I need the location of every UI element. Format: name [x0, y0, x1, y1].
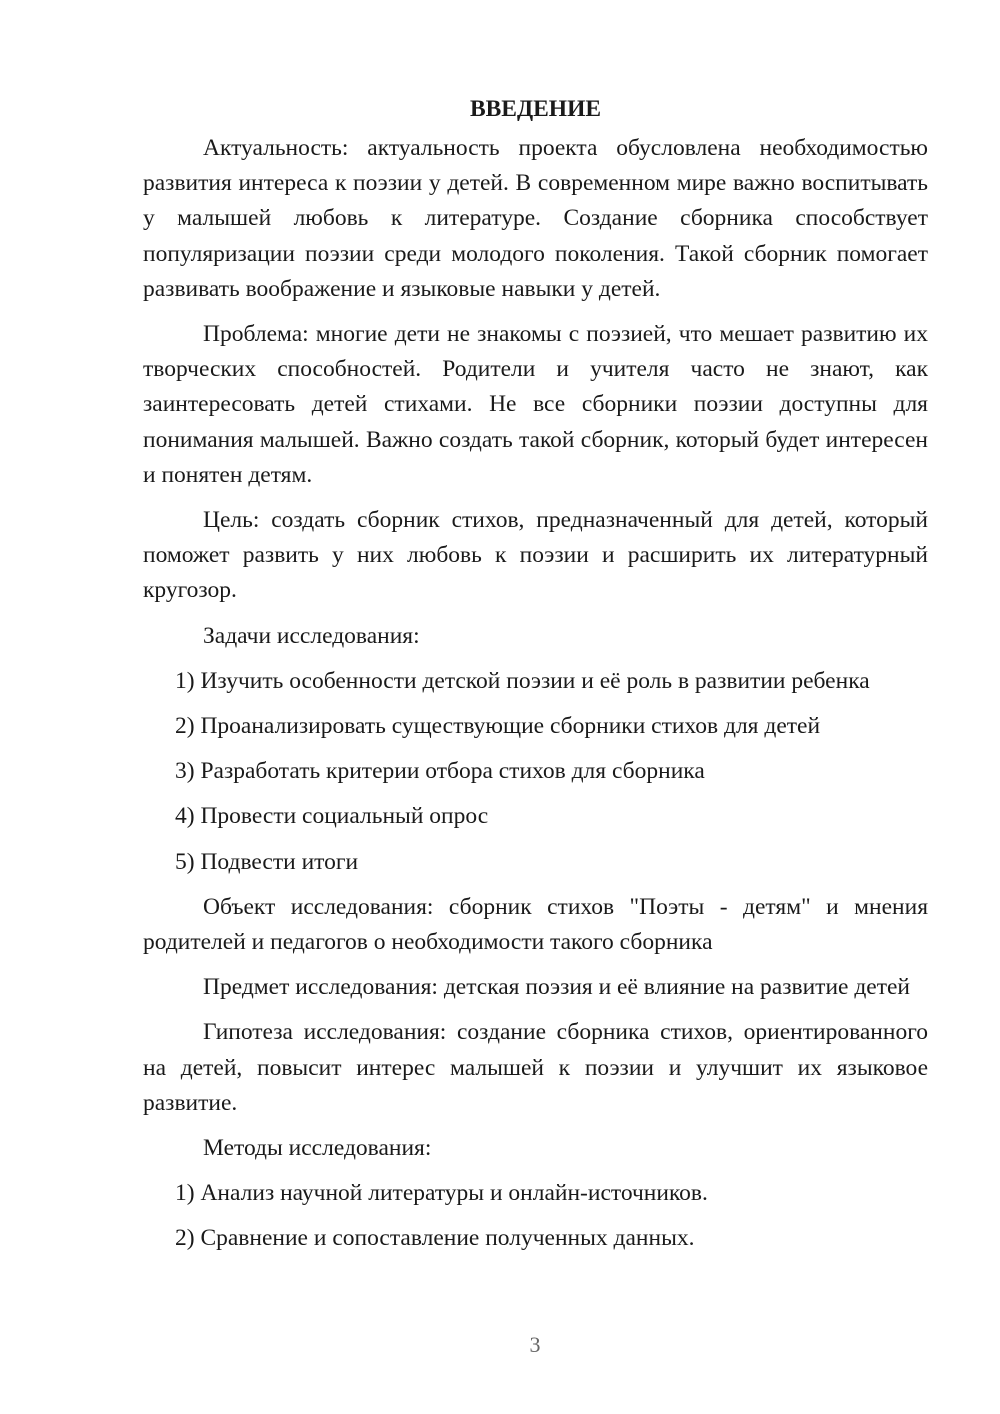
- goal-paragraph: Цель: создать сборник стихов, предназначенный для детей, который поможет развить у них любовь к поэзии и расширить их литературный кругозор.: [143, 507, 928, 604]
- methods-list: [143, 1176, 928, 1256]
- hypothesis-paragraph: Гипотеза исследования: создание сборника стихов, ориентированного на детей, повысит интерес малышей к поэзии и улучшит их языковое развитие.: [143, 1019, 928, 1116]
- subject-paragraph: Предмет исследования: детская поэзия и её влияние на развитие детей: [203, 974, 910, 1001]
- list-item: 2) Сравнение и сопоставление полученных данных.: [175, 1225, 695, 1252]
- list-item: 1) Изучить особенности детской поэзии и её роль в развитии ребенка: [175, 667, 870, 694]
- tasks-heading: Задачи исследования:: [203, 622, 420, 649]
- list-item: 4) Провести социальный опрос: [175, 803, 489, 830]
- relevance-paragraph: Актуальность: актуальность проекта обусловлена необходимостью развития интереса к поэзии у детей. В современном мире важно воспитывать у малышей любовь к литературе. Создание сборника способствует популяризации поэзии среди молодого поколения. Такой сборник помогает развивать воображение и языковые навыки у детей.: [143, 135, 928, 302]
- page-title: ВВЕДЕНИЕ: [469, 96, 602, 122]
- methods-heading: Методы исследования:: [203, 1135, 432, 1162]
- list-item: 3) Разработать критерии отбора стихов для сборника: [175, 758, 705, 785]
- page-number: 3: [529, 1332, 541, 1357]
- list-item: 5) Подвести итоги: [175, 848, 359, 875]
- object-paragraph: Объект исследования: сборник стихов "Поэты - детям" и мнения родителей и педагогов о необходимости такого сборника: [143, 893, 928, 956]
- list-item: 2) Проанализировать существующие сборники стихов для детей: [175, 713, 821, 740]
- problem-paragraph: Проблема: многие дети не знакомы с поэзией, что мешает развитию их творческих способностей. Родители и учителя часто не знают, как заинтересовать детей стихами. Не все сборники поэзии доступны для понимания малышей. Важно создать такой сборник, который будет интересен и понятен детям.: [143, 321, 928, 488]
- list-item: 1) Анализ научной литературы и онлайн-источников.: [175, 1180, 708, 1207]
- tasks-list: [143, 664, 928, 880]
- document-page: [143, 92, 928, 1267]
